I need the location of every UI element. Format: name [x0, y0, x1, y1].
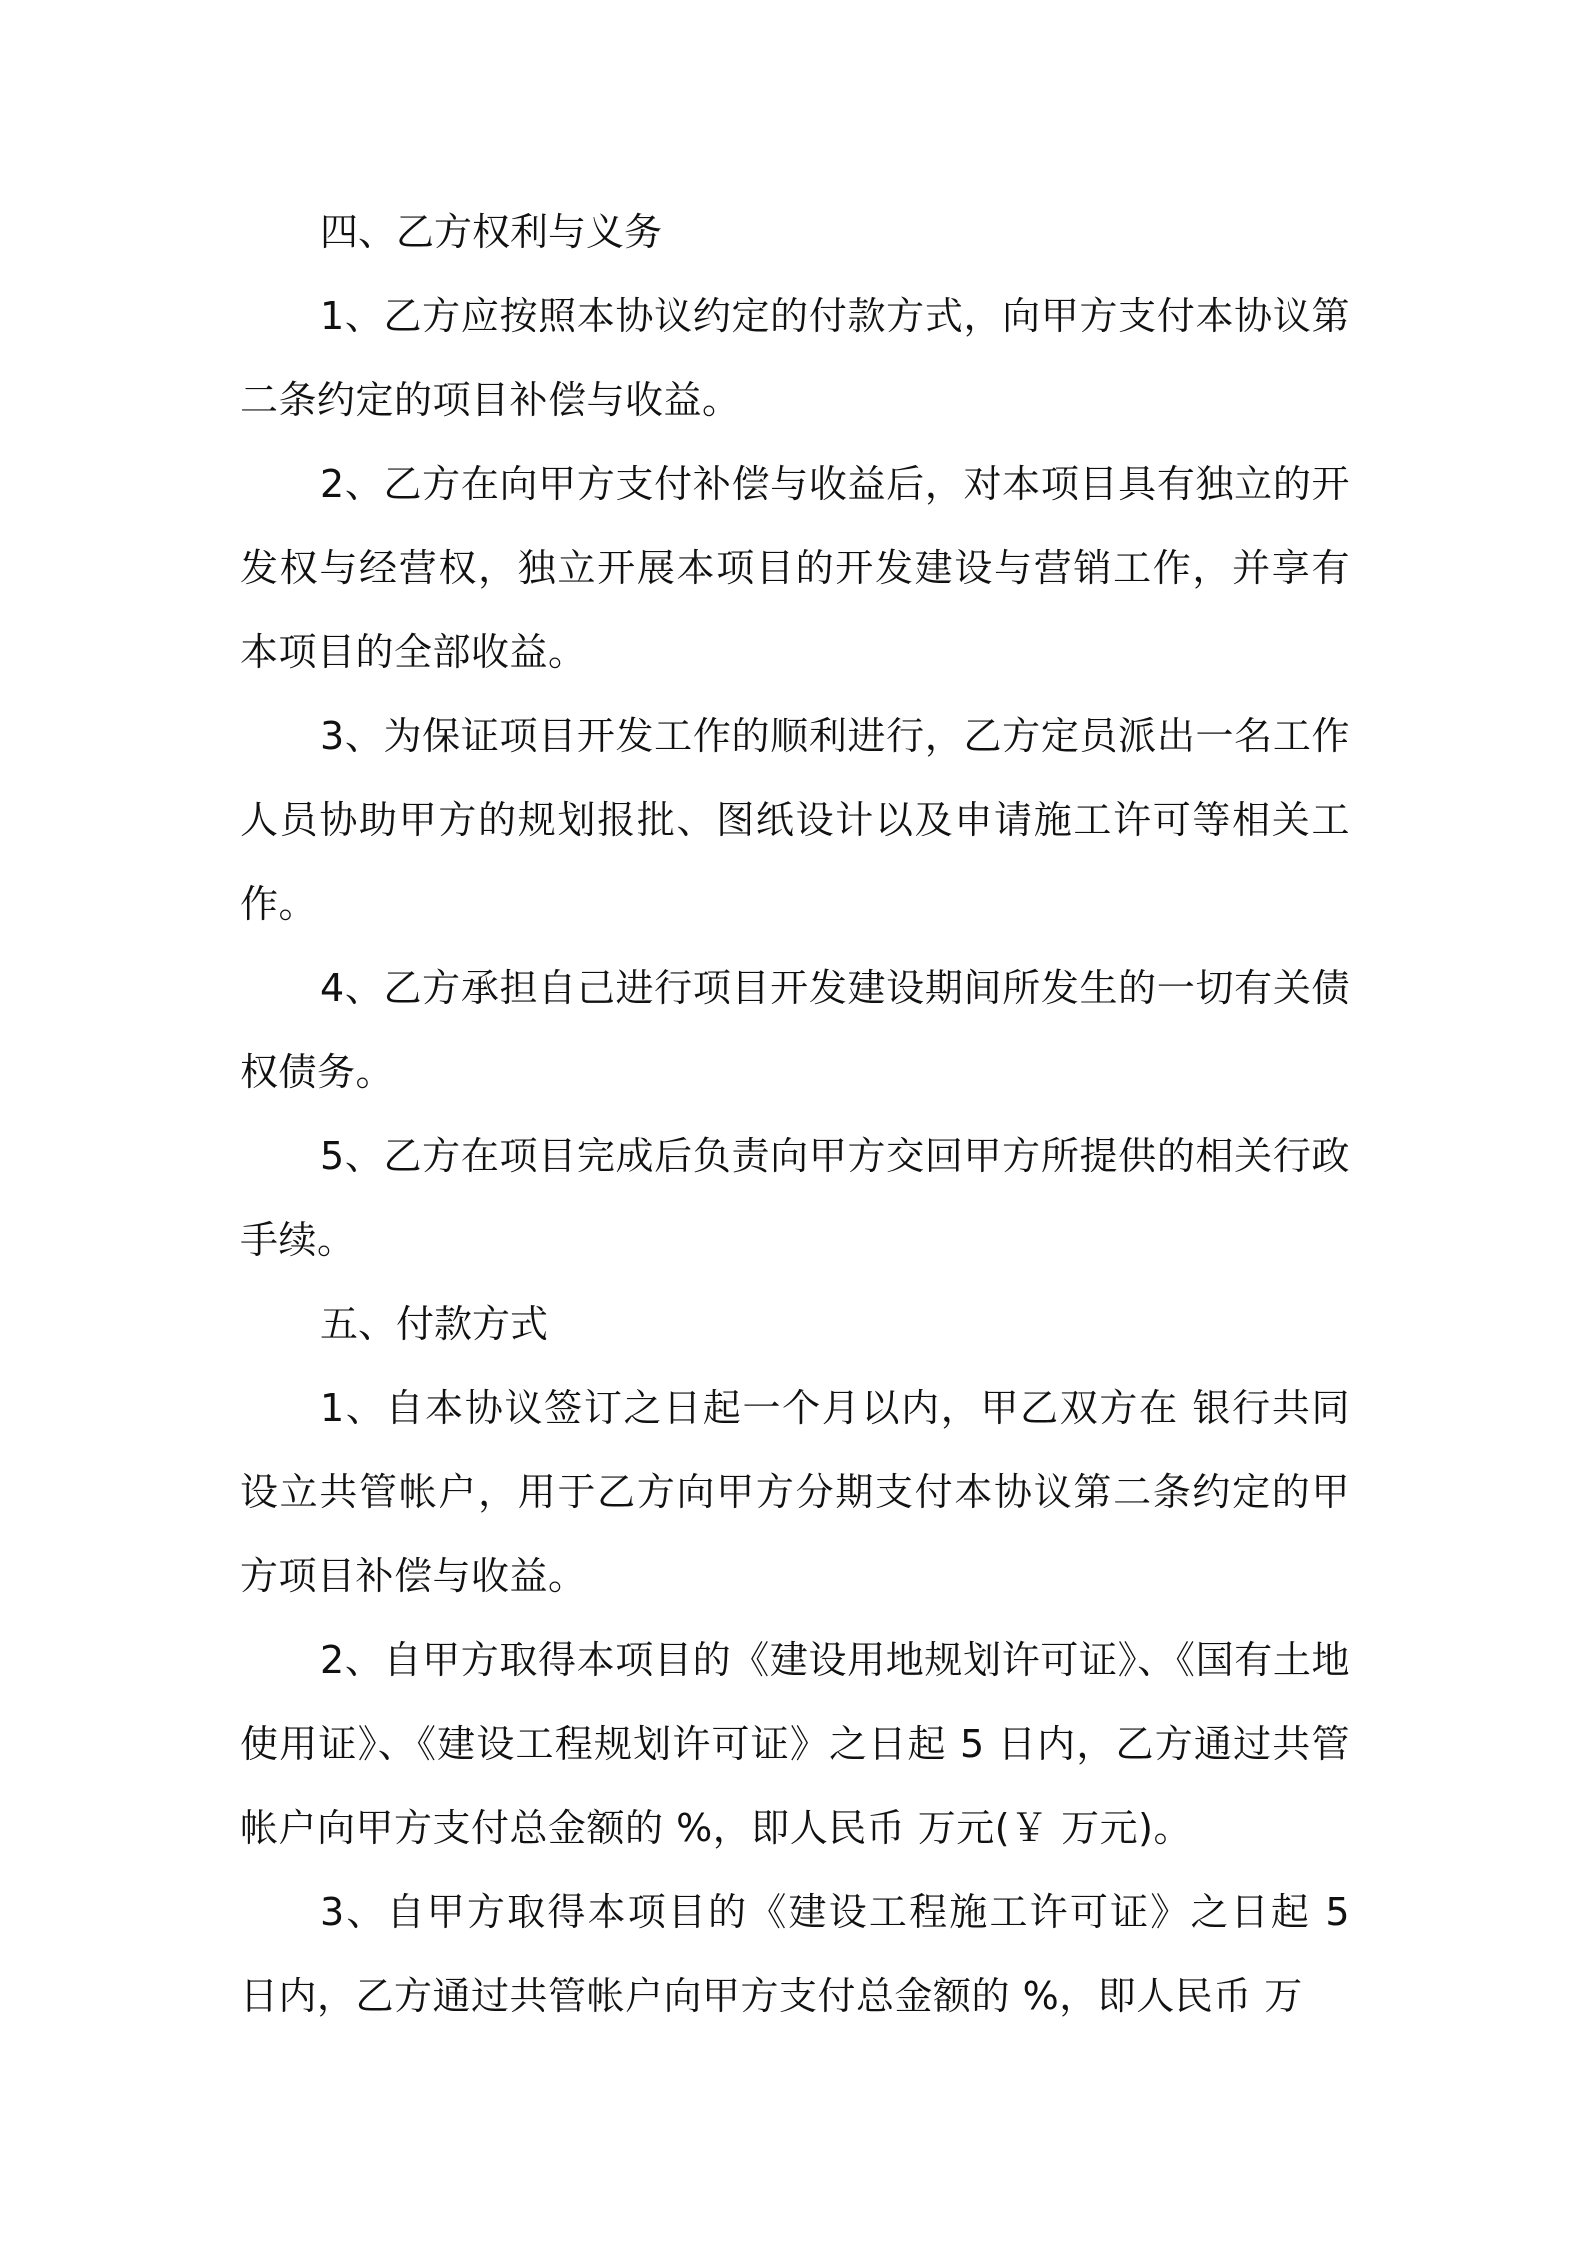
paragraph: 1、乙方应按照本协议约定的付款方式，向甲方支付本协议第二条约定的项目补偿与收益。: [240, 294, 1350, 422]
paragraph: 2、自甲方取得本项目的《建设用地规划许可证》、《国有土地使用证》、《建设工程规划许可证》之日起 5 日内，乙方通过共管帐户向甲方支付总金额的 %，即人民币 万元(￥ 万元)。: [240, 1638, 1350, 1850]
paragraph: 3、为保证项目开发工作的顺利进行，乙方定员派出一名工作人员协助甲方的规划报批、图纸设计以及申请施工许可等相关工作。: [240, 714, 1350, 926]
paragraph: 3、自甲方取得本项目的《建设工程施工许可证》之日起 5 日内，乙方通过共管帐户向甲方支付总金额的 %，即人民币 万: [240, 1890, 1350, 2018]
document-page: [240, 190, 1350, 2038]
paragraph: 2、乙方在向甲方支付补偿与收益后，对本项目具有独立的开发权与经营权，独立开展本项目的开发建设与营销工作，并享有本项目的全部收益。: [240, 462, 1350, 674]
paragraph: 1、自本协议签订之日起一个月以内，甲乙双方在 银行共同设立共管帐户，用于乙方向甲方分期支付本协议第二条约定的甲方项目补偿与收益。: [240, 1386, 1350, 1598]
section-heading-5: 五、付款方式: [320, 1302, 549, 1346]
paragraph: 5、乙方在项目完成后负责向甲方交回甲方所提供的相关行政手续。: [240, 1134, 1350, 1262]
paragraph: 4、乙方承担自己进行项目开发建设期间所发生的一切有关债权债务。: [240, 966, 1350, 1094]
section-heading-4: 四、乙方权利与义务: [320, 210, 663, 254]
